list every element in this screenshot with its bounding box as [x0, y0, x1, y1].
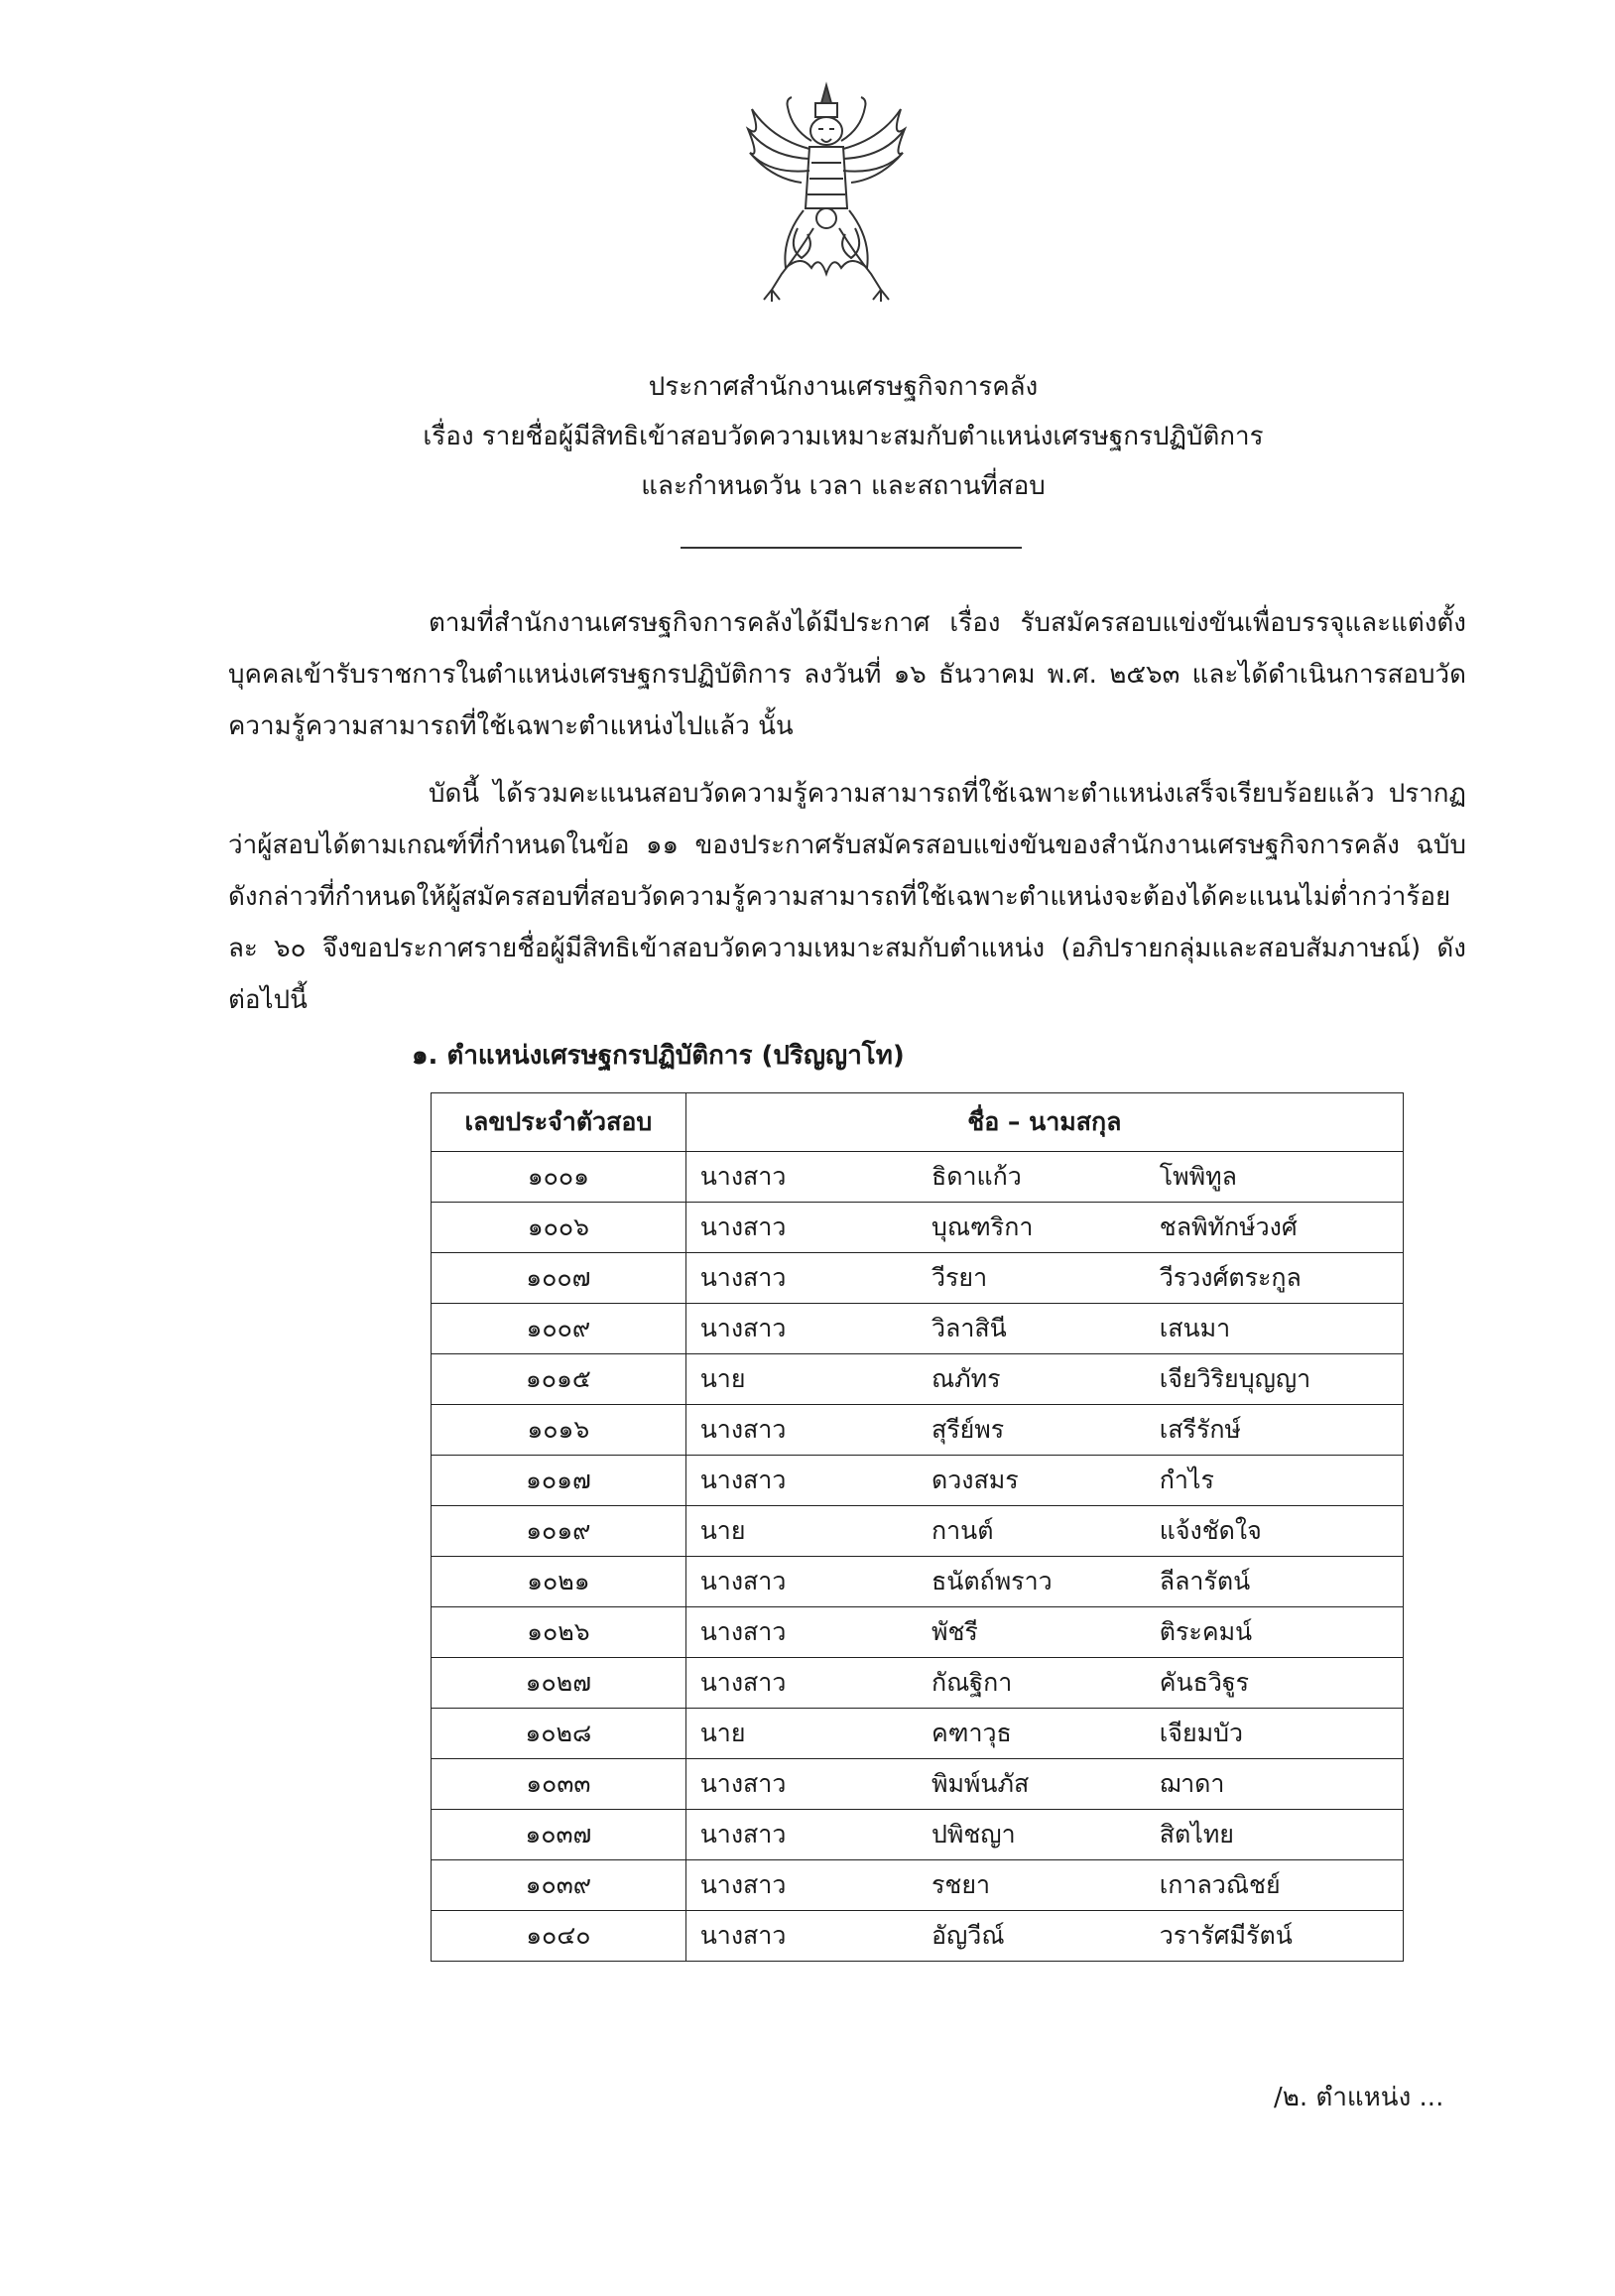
header-subject-cont: และกำหนดวัน เวลา และสถานที่สอบ	[641, 471, 1046, 501]
exam-id-cell: ๑๐๓๓	[432, 1759, 686, 1810]
table-row	[432, 1658, 1404, 1709]
last-name-cell: เจียมบัว	[1152, 1709, 1404, 1759]
exam-id-cell: ๑๐๐๖	[432, 1203, 686, 1253]
exam-id-cell: ๑๐๔๐	[432, 1911, 686, 1962]
exam-id-cell: ๑๐๒๘	[432, 1709, 686, 1759]
last-name-cell: วีรวงศ์ตระกูล	[1152, 1253, 1404, 1304]
title-prefix-cell: นางสาว	[685, 1759, 924, 1810]
paragraph-1-text: ตามที่สำนักงานเศรษฐกิจการคลังได้มีประกาศ เรื่อง รับสมัครสอบแข่งขันเพื่อบรรจุและแต่งตั้งบุคคลเข้ารับราชการในตำแหน่งเศรษฐกรปฏิบัติการ ลงวันที่ ๑๖ ธันวาคม พ.ศ. ๒๕๖๓ และได้ดำเนินการสอบวัดความรู้ความสามารถที่ใช้เฉพาะตำแหน่งไปแล้ว นั้น	[228, 608, 1466, 741]
last-name-cell: โพพิทูล	[1152, 1152, 1404, 1203]
exam-id-cell: ๑๐๐๗	[432, 1253, 686, 1304]
title-prefix-cell: นางสาว	[685, 1253, 924, 1304]
table-row	[432, 1304, 1404, 1354]
title-prefix-cell: นาย	[685, 1709, 924, 1759]
table-header-row	[432, 1093, 1404, 1152]
exam-id-cell: ๑๐๒๗	[432, 1658, 686, 1709]
title-prefix-cell: นางสาว	[685, 1607, 924, 1658]
column-header-full-name: ชื่อ – นามสกุล	[685, 1093, 1403, 1152]
body-paragraph-2	[228, 768, 1466, 1026]
table-row	[432, 1860, 1404, 1911]
title-prefix-cell: นางสาว	[685, 1405, 924, 1456]
exam-id-cell: ๑๐๑๕	[432, 1354, 686, 1405]
exam-id-cell: ๑๐๓๗	[432, 1810, 686, 1860]
first-name-cell: กัณฐิกา	[924, 1658, 1152, 1709]
first-name-cell: วีรยา	[924, 1253, 1152, 1304]
last-name-cell: แจ้งชัดใจ	[1152, 1506, 1404, 1557]
garuda-emblem-icon	[742, 79, 911, 308]
exam-id-cell: ๑๐๑๙	[432, 1506, 686, 1557]
title-prefix-cell: นาย	[685, 1506, 924, 1557]
table-row	[432, 1253, 1404, 1304]
first-name-cell: สุรีย์พร	[924, 1405, 1152, 1456]
last-name-cell: ชลพิทักษ์วงศ์	[1152, 1203, 1404, 1253]
first-name-cell: อัญวีณ์	[924, 1911, 1152, 1962]
first-name-cell: วิลาสินี	[924, 1304, 1152, 1354]
title-prefix-cell: นางสาว	[685, 1911, 924, 1962]
exam-id-cell: ๑๐๑๗	[432, 1456, 686, 1506]
last-name-cell: ฌาดา	[1152, 1759, 1404, 1810]
first-name-cell: ณภัทร	[924, 1354, 1152, 1405]
title-prefix-cell: นางสาว	[685, 1557, 924, 1607]
table-row	[432, 1456, 1404, 1506]
header-divider	[681, 547, 1022, 549]
last-name-cell: เกาลวณิชย์	[1152, 1860, 1404, 1911]
table-row	[432, 1203, 1404, 1253]
table-row	[432, 1557, 1404, 1607]
table-row	[432, 1405, 1404, 1456]
last-name-cell: เสนมา	[1152, 1304, 1404, 1354]
exam-id-cell: ๑๐๐๙	[432, 1304, 686, 1354]
table-row	[432, 1354, 1404, 1405]
last-name-cell: กำไร	[1152, 1456, 1404, 1506]
title-prefix-cell: นางสาว	[685, 1456, 924, 1506]
header-subject: เรื่อง รายชื่อผู้มีสิทธิเข้าสอบวัดความเหมาะสมกับตำแหน่งเศรษฐกรปฏิบัติการ	[423, 422, 1264, 451]
table-row	[432, 1709, 1404, 1759]
title-prefix-cell: นางสาว	[685, 1152, 924, 1203]
table-body	[432, 1152, 1404, 1962]
title-prefix-cell: นางสาว	[685, 1304, 924, 1354]
column-header-exam-id: เลขประจำตัวสอบ	[432, 1093, 686, 1152]
last-name-cell: เจียวิริยบุญญา	[1152, 1354, 1404, 1405]
first-name-cell: คฑาวุธ	[924, 1709, 1152, 1759]
table-row	[432, 1759, 1404, 1810]
table-row	[432, 1911, 1404, 1962]
last-name-cell: สิตไทย	[1152, 1810, 1404, 1860]
exam-id-cell: ๑๐๒๖	[432, 1607, 686, 1658]
announcement-header	[298, 362, 1389, 511]
table-row	[432, 1506, 1404, 1557]
first-name-cell: ปพิชญา	[924, 1810, 1152, 1860]
first-name-cell: พัชรี	[924, 1607, 1152, 1658]
first-name-cell: ธิดาแก้ว	[924, 1152, 1152, 1203]
exam-id-cell: ๑๐๓๙	[432, 1860, 686, 1911]
header-issuer: ประกาศสำนักงานเศรษฐกิจการคลัง	[648, 372, 1039, 402]
last-name-cell: วรารัศมีรัตน์	[1152, 1911, 1404, 1962]
table-row	[432, 1810, 1404, 1860]
title-prefix-cell: นางสาว	[685, 1810, 924, 1860]
body-paragraph-1	[228, 597, 1466, 752]
continuation-note: /๒. ตำแหน่ง ...	[1274, 2083, 1444, 2112]
first-name-cell: ดวงสมร	[924, 1456, 1152, 1506]
last-name-cell: ลีลารัตน์	[1152, 1557, 1404, 1607]
exam-id-cell: ๑๐๑๖	[432, 1405, 686, 1456]
last-name-cell: ติระคมน์	[1152, 1607, 1404, 1658]
first-name-cell: พิมพ์นภัส	[924, 1759, 1152, 1810]
first-name-cell: กานต์	[924, 1506, 1152, 1557]
exam-id-cell: ๑๐๐๑	[432, 1152, 686, 1203]
candidate-table	[431, 1092, 1404, 1962]
exam-id-cell: ๑๐๒๑	[432, 1557, 686, 1607]
first-name-cell: รชยา	[924, 1860, 1152, 1911]
table-row	[432, 1152, 1404, 1203]
last-name-cell: เสรีรักษ์	[1152, 1405, 1404, 1456]
section-title: ๑. ตำแหน่งเศรษฐกรปฏิบัติการ (ปริญญาโท)	[412, 1041, 905, 1071]
title-prefix-cell: นางสาว	[685, 1203, 924, 1253]
title-prefix-cell: นางสาว	[685, 1860, 924, 1911]
last-name-cell: คันธวิฐูร	[1152, 1658, 1404, 1709]
paragraph-2-text: บัดนี้ ได้รวมคะแนนสอบวัดความรู้ความสามารถที่ใช้เฉพาะตำแหน่งเสร็จเรียบร้อยแล้ว ปรากฏว่าผู้สอบได้ตามเกณฑ์ที่กำหนดในข้อ ๑๑ ของประกาศรับสมัครสอบแข่งขันของสำนักงานเศรษฐกิจการคลัง ฉบับดังกล่าวที่กำหนดให้ผู้สมัครสอบที่สอบวัดความรู้ความสามารถที่ใช้เฉพาะตำแหน่งจะต้องได้คะแนนไม่ต่ำกว่าร้อยละ ๖๐ จึงขอประกาศรายชื่อผู้มีสิทธิเข้าสอบวัดความเหมาะสมกับตำแหน่ง (อภิปรายกลุ่มและสอบสัมภาษณ์) ดังต่อไปนี้	[228, 779, 1466, 1015]
title-prefix-cell: นางสาว	[685, 1658, 924, 1709]
first-name-cell: บุณฑริกา	[924, 1203, 1152, 1253]
table-row	[432, 1607, 1404, 1658]
title-prefix-cell: นาย	[685, 1354, 924, 1405]
first-name-cell: ธนัตถ์พราว	[924, 1557, 1152, 1607]
